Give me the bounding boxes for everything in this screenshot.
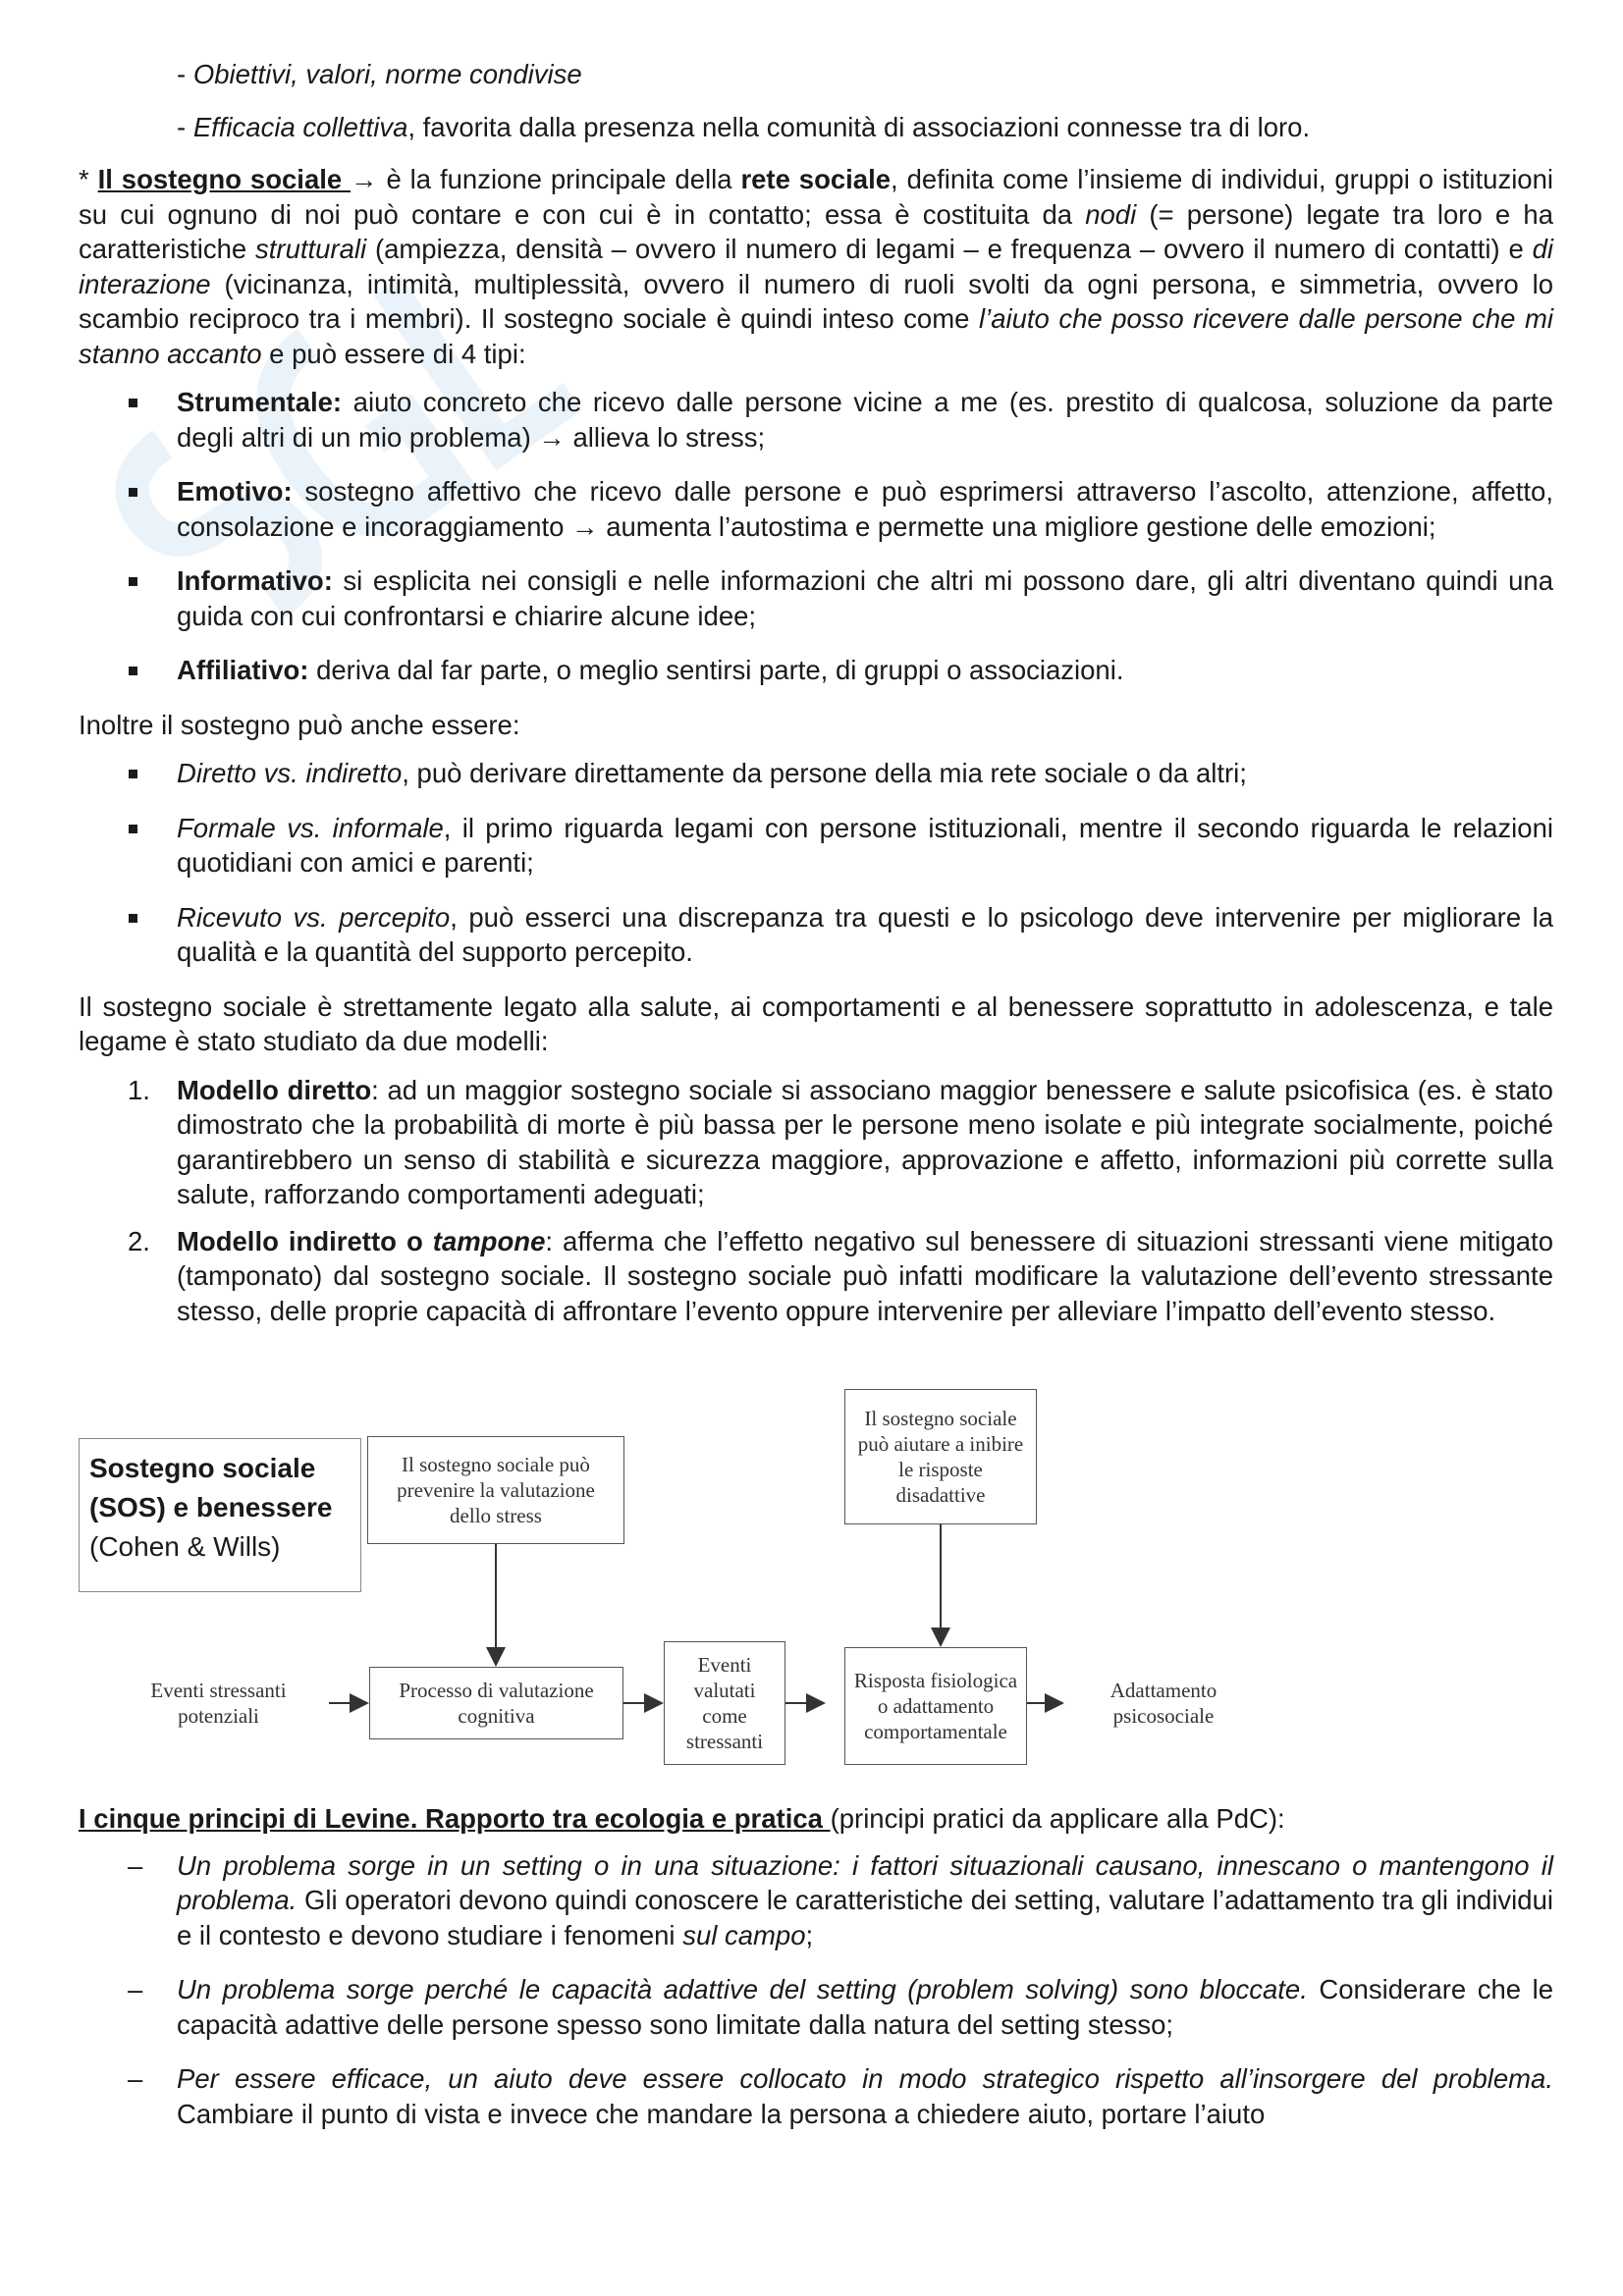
box-prevenire: Il sostegno sociale può prevenire la valutazione dello stress <box>367 1436 624 1544</box>
list-item: Strumentale: aiuto concreto che ricevo dalle persone vicine a me (es. prestito di qualcosa, soluzione da parte degli altri di un mio problema) → allieva lo stress; <box>79 385 1553 454</box>
list-item: Emotivo: sostegno affettivo che ricevo dalle persone e può esprimersi attraverso l’ascolto, attenzione, affetto, consolazione e incoraggiamento → aumenta l’autostima e permette una migliore gestione delle emozioni; <box>79 474 1553 544</box>
list-item: – Per essere efficace, un aiuto deve essere collocato in modo strategico rispetto all’insorgere del problema. Cambiare il punto di vista e invece che mandare la persona a chiedere aiuto, portare l’aiuto <box>79 2061 1553 2131</box>
list-item: – Un problema sorge perché le capacità adattive del setting (problem solving) sono bloccate. Considerare che le capacità adattive delle persone spesso sono limitate dalla natura del setting stesso; <box>79 1972 1553 2042</box>
box-processo: Processo di valutazione cognitiva <box>369 1667 623 1739</box>
inoltre-text: Inoltre il sostegno può anche essere: <box>79 709 520 740</box>
box-inibire: Il sostegno sociale può aiutare a inibire le risposte disadattive <box>844 1389 1037 1524</box>
list-item: Informativo: si esplicita nei consigli e nelle informazioni che altri mi possono dare, gli altri diventano quindi una guida con cui confrontarsi e chiarire alcune idee; <box>79 563 1553 633</box>
list-item: Formale vs. informale, il primo riguarda legami con persone istituzionali, mentre il secondo riguarda le relazioni quotidiani con amici e parenti; <box>79 811 1553 881</box>
intro-line-1: - Obiettivi, valori, norme condivise <box>177 59 582 89</box>
diagram-title-box: Sostegno sociale (SOS) e benessere (Cohen & Wills) <box>79 1438 361 1592</box>
list-item: 2. Modello indiretto o tampone: afferma che l’effetto negativo sul benessere di situazioni stressanti viene mitigato (tamponato) dal sostegno sociale. Il sostegno sociale può infatti modificare la valutazione dell’evento stressante stesso, delle proprie capacità di affrontare l’evento oppure intervenire per alleviare l’impatto dell’evento stesso. <box>128 1225 1553 1326</box>
list-item: – Un problema sorge in un setting o in una situazione: i fattori situazionali causano, innescano o mantengono il problema. Gli operatori devono quindi conoscere le caratteristiche dei setting, valutare l’adattamento tra gli individui e il contesto e devono studiare i fenomeni sul campo; <box>79 1848 1553 1953</box>
dimensioni-list <box>79 756 1553 970</box>
sos-benessere-diagram <box>79 1389 1553 1782</box>
box-adattamento: Adattamento psicosociale <box>1109 1679 1217 1728</box>
list-item: Ricevuto vs. percepito, può esserci una discrepanza tra questi e lo psicologo deve intervenire per migliorare la qualità e la quantità del supporto percepito. <box>79 900 1553 970</box>
levine-list <box>79 1848 1553 2132</box>
modelli-list <box>79 1073 1553 1329</box>
intro-line-2: - Efficacia collettiva, favorita dalla presenza nella comunità di associazioni connesse tra di loro. <box>177 111 1311 142</box>
box-eventi-potenziali: Eventi stressanti potenziali <box>150 1679 287 1728</box>
tipi-list <box>79 385 1553 688</box>
salute-paragraph: Il sostegno sociale è strettamente legato alla salute, ai comportamenti e al benessere soprattutto in adolescenza, e tale legame è stato studiato da due modelli: <box>79 990 1553 1056</box>
list-item: Affiliativo: deriva dal far parte, o meglio sentirsi parte, di gruppi o associazioni. <box>79 653 1553 688</box>
box-risposta: Risposta fisiologica o adattamento comportamentale <box>844 1647 1027 1765</box>
document-page <box>79 57 1553 2151</box>
levine-heading: I cinque principi di Levine. Rapporto tra ecologia e pratica (principi pratici da applicare alla PdC): <box>79 1803 1285 1834</box>
sostegno-paragraph: * Il sostegno sociale → è la funzione principale della rete sociale, definita come l’insieme di individui, gruppi o istituzioni su cui ognuno di noi può contare e con cui è in contatto; essa è costituita da nodi (= persone) legate tra loro e ha caratteristiche strutturali (ampiezza, densità – ovvero il numero di legami – e frequenza – ovvero il numero di contatti) e di interazione (vicinanza, intimità, multiplessità, ovvero il numero di ruoli svolti da ogni persona, e simmetria, ovvero lo scambio reciproco tra i membri). Il sostegno sociale è quindi inteso come l’aiuto che posso ricevere dalle persone che mi stanno accanto e può essere di 4 tipi: <box>79 164 1554 369</box>
list-item: Diretto vs. indiretto, può derivare direttamente da persone della mia rete sociale o da altri; <box>79 756 1553 791</box>
list-item: 1. Modello diretto: ad un maggior sostegno sociale si associano maggior benessere e salute psicofisica (es. è stato dimostrato che la probabilità di morte è più bassa per le persone meno isolate e più integrate socialmente, poiché garantirebbero un senso di stabilità e sicurezza maggiore, approvazione e affetto, informazioni più corrette sulla salute, rafforzando comportamenti adeguati; <box>128 1074 1553 1209</box>
sostegno-heading: Il sostegno sociale <box>97 164 352 194</box>
box-eventi-valutati: Eventi valutati come stressanti <box>664 1641 785 1765</box>
